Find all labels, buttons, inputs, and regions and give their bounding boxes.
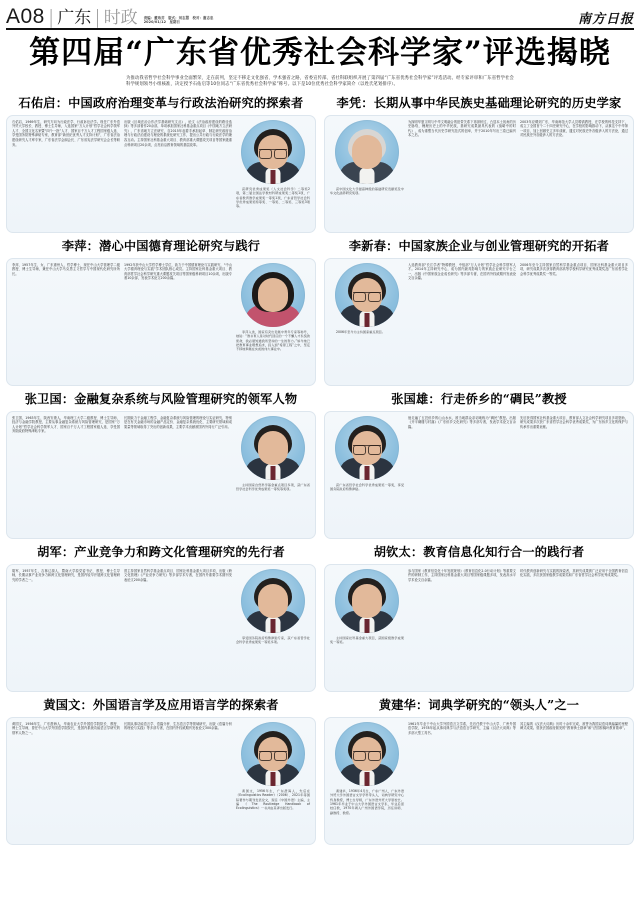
article-body — [6, 115, 316, 233]
article-column: 2003年应聘到广东，华南师范大学人员聘请教授，在学校的科技支持下，成立了全国首个二十四史研究中心，在学校的影响推动下，从事这个中华第一项目，加上回顾史立多年成就，通过对民族史外各级涉入的方法论，通过对民族史外各级涉入的方法论。 — [520, 119, 628, 138]
article-body — [324, 258, 634, 386]
portrait-photo — [335, 263, 399, 327]
masthead-divider-1: | — [47, 6, 55, 28]
article-column: 2006年至今主持国家自然科学基金重点项目、国家社科基金重大项目多项，研究成果多次获得教育部高等学校科学研究优秀成果奖及广东省哲学社会科学优秀成果奖一等奖。 — [520, 262, 628, 276]
portrait-block — [330, 722, 404, 839]
article-body — [324, 564, 634, 692]
photo-caption: 黄国文，1956年生，广东澄海人，先后在《Ecolinguistics Reader》（2006）、2021年等国际著作与期刊发表论文，现任《中国外语》主编，主编《The Routledge Handbook of Ecolinguistics》一书并由其译出版发行。 — [236, 788, 310, 811]
portrait-photo — [241, 416, 305, 480]
photo-caption: 李萍入选，国家有突出贡献中青年专家等称号，她说：“教书育人是对时代回应的一个不懈人才系统的使命，我必须知道我所坚持的一生的努力。”如今她已把教育事业理想追求，投入到“希望工程”之中，坚定不移地奉献在实质的伟大事业中。 — [236, 329, 310, 352]
portrait-block — [330, 569, 404, 686]
portrait-photo — [335, 569, 399, 633]
article-column: 长期从事功能语言学、语篇分析、生态语言学等领域研究，出版《语篇分析的理论与实践》等多部专著，在国内外权威期刊发表论文300余篇。 — [124, 721, 232, 731]
article-title: 石佑启：中国政府治理变革与行政法治研究的探索者 — [18, 95, 304, 110]
glasses-icon — [353, 751, 381, 759]
article — [324, 697, 634, 845]
article-column: 1961年毕业于中山大学外国语言文学系，先后任教于中山大学、广州外国语学院，1978年起从事词典学与法语语言学研究，主编《汉法大词典》等多部大型工具书。 — [408, 721, 516, 735]
article-column: 为探明华夏文明与中华文明融合的纽带关系下再剖析过，凸显本土视角的历史脉络，梳理历史上的中华民族，基研究成果最具代表的《战略中的时代》，成为重塑当代历史学研究范式的创举，并于2010年写出三卷已编刊本之后。 — [408, 119, 516, 138]
article — [6, 697, 316, 845]
portrait-photo — [241, 120, 305, 184]
article — [324, 95, 634, 233]
article-title: 李新春：中国家族企业与创业管理研究的开拓者 — [348, 238, 610, 253]
article-body — [6, 564, 316, 692]
article-body — [6, 717, 316, 845]
photo-caption: 黄建华，1936年4月生，广东广州人，广东外语外贸大学外国语言文学学科带头人，词典学研究中心终身教授，博士生导师，广东外语外贸大学原校长。1961年毕业于中山大学外国语言文学系，毕业后留校任教，1970年调入广州外国语学院，历任讲师、副教授、教授。 — [330, 788, 404, 815]
portrait-block — [236, 722, 310, 839]
article-column: 石佑启，1969年生，研究方向为行政法学、行政诉讼法学。现任广东外语外贸大学校长、教授、博士生导师，入选国家“万人计划”哲学社会科学领军人才、全国文化名家暨“四个一批”人才、国家百千万人才工程国家级人选、享受国务院特殊津贴专家，教育部“新世纪优秀人才支持计划”，广东省法治建设研究人才库专家，广东省法学会副会长、广东省宪法学研究会会长等职务。 — [12, 119, 120, 147]
article-body — [324, 717, 634, 845]
subsection-label: 时政 — [103, 8, 138, 28]
portrait-block — [330, 120, 404, 227]
article-column: 黄国文，1956年生，广东澄海人，华南农业大学外国语学院院长、教授、博士生导师，曾任中山大学外国语学院院长，是国内系统功能语言学研究的领军人物之一。 — [12, 721, 120, 735]
glasses-icon — [353, 292, 381, 300]
portrait-photo — [241, 263, 305, 327]
portrait-photo — [335, 416, 399, 480]
article-body — [324, 115, 634, 233]
article-title: 黄国文：外国语言学及应用语言学的探索者 — [43, 697, 279, 712]
article-column: 胡军，1957年生，吉林辽源人，暨南大学原党委书记、教授、博士生导师，长期从事产业竞争力和跨文化管理研究，是国内较早开展跨文化管理研究的学者之一。 — [12, 568, 120, 582]
article-body — [6, 258, 316, 386]
photo-caption: 享受国务院政府特殊津贴专家，获广东省哲学社会科学优秀成果奖一等奖多项。 — [236, 635, 310, 645]
masthead — [6, 0, 634, 30]
article-title: 黄建华：词典学研究的“领头人”之一 — [378, 697, 580, 712]
article-column: 先后获得国家社科基金重大项目、教育部人文社会科学研究项目多项资助，研究成果多次获广东省哲学社会科学优秀成果奖，为广东侨乡文化的保护与传承作出重要贡献。 — [520, 415, 628, 429]
portrait-photo — [335, 722, 399, 786]
section-label: 广东 — [57, 8, 92, 28]
portrait-block — [236, 416, 310, 533]
glasses-icon — [353, 445, 381, 453]
article-column: 李萍，1957年生，女，广东惠州人，哲学博士，现任中山大学管理学二级教授、博士生导师，兼任中山大学马克思主义哲学与中国现代化研究所所长。 — [12, 262, 120, 276]
article-column: 时代教育创新研究与实践的探索者，其研究成果被广泛应用于全国教育信息化实践，多次获国家级教学成果奖和广东省哲学社会科学优秀成果奖。 — [520, 568, 628, 578]
article-title: 李萍：潜心中国德育理论研究与践行 — [61, 238, 261, 253]
photo-caption: 获研究优秀成果奖（人文社会科学）二等奖2项，第二届全国法学教材科研成果奖二等奖1项，广东省教育教学成果奖一等奖1项，广东省哲学社会科学优秀成果奖特等奖、一等奖、二等奖、三等奖3项等。 — [236, 186, 310, 209]
article-column: 长期致力于金融工程学、金融复杂系统与风险管理的理论与实证研究，特别是在有关金融市场的金融产品定价、金融复杂系统优化、主要研究领域和成果量等领域取得了突出的创新成果，主要学术贡献被国内外同行广泛引用。 — [124, 415, 232, 429]
article-column: 参与国家《教育信息化十年发展规划》《教育信息化2.0行动计划》等重要文件的研制工作，主持国家社科基金重大项目等国家级课题多项，发表高水平学术论文百余篇。 — [408, 568, 516, 582]
page-number: A08 — [6, 5, 45, 28]
portrait-block — [236, 569, 310, 686]
article-title: 张国雄：行走侨乡的“碉民”教授 — [391, 391, 567, 406]
masthead-credits — [144, 16, 218, 25]
page-title: 第四届“广东省优秀社会科学家”评选揭晓 — [29, 35, 611, 71]
portrait-block — [236, 120, 310, 227]
photo-caption: 主持国家自然科学基金重点项目多项，获广东省哲学社会科学优秀成果奖一等奖等奖项。 — [236, 482, 310, 492]
article-body — [6, 411, 316, 539]
credits-line-1: 责编：董玮芬 版式：刘志慧 校对：谢志忠 — [143, 15, 214, 20]
article-title: 张卫国：金融复杂系统与风险管理研究的领军人物 — [24, 391, 298, 406]
article — [324, 391, 634, 539]
article — [6, 391, 316, 539]
photo-caption: 获广东省哲学社会科学优秀成果奖一等奖，享受国务院政府特殊津贴。 — [330, 482, 404, 492]
glasses-icon — [259, 751, 287, 759]
glasses-icon — [259, 149, 287, 157]
portrait-photo — [241, 722, 305, 786]
articles-grid — [6, 95, 634, 845]
intro-paragraph: 为推动我省哲学社会科学事业全面繁荣、走在前列，坚定不移走文化强省、学术强省之路，省委宣传部、省社科联组织开展了第四届“广东省优秀社会科学家”评选活动。经专家评审和广东省哲学社会科学规划领导小组核准，决定授予石佑启等10位同志“广东省优秀社会科学家”称号。以下是10位优秀社会科学家简介（以姓氏笔划排序）。 — [126, 76, 514, 88]
portrait-block — [236, 263, 310, 380]
article-title: 胡钦太：教育信息化知行合一的践行者 — [373, 544, 585, 559]
article — [324, 238, 634, 386]
article-column: 他走遍了五邑侨乡的山山水水，被当地群众亲切地称为“碉民”教授。出版《开平碉楼与村落》《广东侨乡文化研究》等多部专著，发表学术论文百余篇。 — [408, 415, 516, 429]
article-column: 出版《区域法治合作法学基础研究文丛》，论文《法治政府建设的路径选择》等多部著作20余部，单项承担国家社科基金重点项目《中国地方立法研究》，广东省地方立法研究，自2015年起着手承担起草、制定研究政府治理与行政法治建设与理论的系统化研究工作，提出公共行政与行政法学的兼容互动。主持国家社科基金重大项目、教育部重大课题攻关项目等国家级重点科研项目20余项，点亮前沿教育领域的基层改革。 — [124, 119, 232, 147]
photo-caption: 主持国家社科基金重大项目，获国家级教学成果奖一等奖。 — [330, 635, 404, 645]
article — [6, 544, 316, 692]
portrait-block — [330, 263, 404, 380]
photo-caption: 2006年至今为主持国家重点项目。 — [336, 329, 385, 334]
article-column: 其主编的《汉法大词典》历时十余年完成，被誉为我国双语词典编纂的里程碑式成果。曾获法国政府颁发的“教育骑士勋章”和“法国棕榈叶教育勋章”。 — [520, 721, 628, 731]
portrait-block — [330, 416, 404, 533]
article — [6, 238, 316, 386]
article — [6, 95, 316, 233]
article-column: 入选教育部“长江学者”特聘教授、中组部“万人计划”哲学社会科学领军人才。2014年主持研究中心，成为国内最具影响力的家族企业研究平台之一，出版《中国家族企业成长研究》等多部专著，在国内外权威期刊发表论文百余篇。 — [408, 262, 516, 281]
article-title: 李凭：长期从事中华民族史基础理论研究的历史学家 — [336, 95, 622, 110]
article-column: 1992年获中山大学哲学博士学位，致力于中国德育理论与实践研究，“中山大学德育理论与实践”学术团队核心成员。主持国家社科基金重大项目、教育部哲学社会科学研究重大课题攻关项目等国家级科研项目10余项，出版专著10余部，发表学术论文200余篇。 — [124, 262, 232, 281]
article-body — [324, 411, 634, 539]
article-column: 曾主持国家自然科学基金重点项目、国家社科基金重大项目多项，出版《跨文化管理》《产业竞争力研究》等多部学术专著，在国内外重要学术期刊发表论文200余篇。 — [124, 568, 232, 582]
newspaper-logo: 南方日报 — [577, 12, 634, 27]
credits-line-2: 2020/01/12 星期日 — [143, 20, 180, 25]
photo-caption: 获中国文化大学最高种级的基础研究贡献奖及中华文化涵养研究奖项。 — [330, 186, 404, 196]
masthead-divider-2: | — [94, 6, 101, 28]
portrait-photo — [241, 569, 305, 633]
article — [324, 544, 634, 692]
article-column: 张卫国，1963年生，陕西安康人，华南理工大学二级教授、博士生导师，经济与金融学院教授，主要从事金融复杂系统与风险管理研究，是国家“万人计划”哲学社会科学领军人才、国家百千万人才工程国家级人选、享受国务院政府特殊津贴专家。 — [12, 415, 120, 434]
portrait-photo — [335, 120, 399, 184]
article-title: 胡军：产业竞争力和跨文化管理研究的先行者 — [37, 544, 285, 559]
